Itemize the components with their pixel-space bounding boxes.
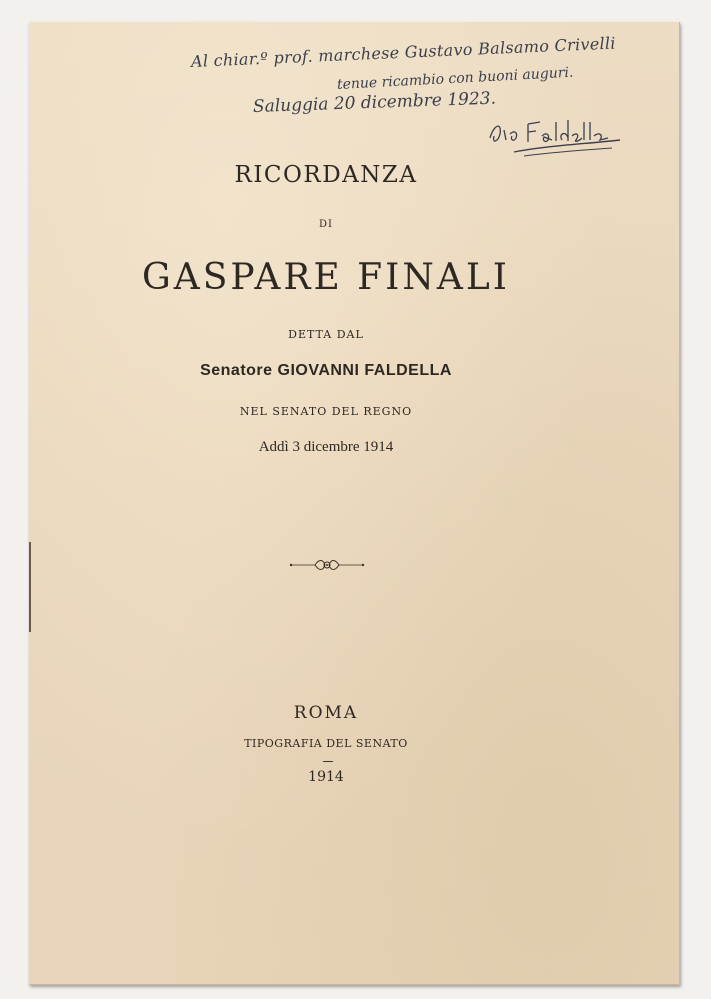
heading-di: DI (319, 219, 333, 230)
date-line: Addì 3 dicembre 1914 (258, 439, 394, 455)
imprint-printer: TIPOGRAFIA DEL SENATO (244, 737, 408, 750)
inscription-line-1: Al chiar.º prof. marchese Gustavo Balsamo Crivelli (190, 33, 617, 71)
inscription-line-2: tenue ricambio con buoni auguri. (336, 64, 574, 93)
heading-subject: GASPARE FINALI (142, 257, 510, 298)
heading-ricordanza: RICORDANZA (234, 162, 418, 188)
detta-dal-label: DETTA DAL (288, 328, 364, 341)
pamphlet-cover (29, 22, 680, 985)
imprint-divider (323, 761, 333, 762)
inscription-line-3: Saluggia 20 dicembre 1923. (252, 88, 497, 117)
author-line: Senatore GIOVANNI FALDELLA (200, 362, 452, 379)
venue-line: NEL SENATO DEL REGNO (239, 405, 413, 418)
handwritten-signature (484, 110, 624, 160)
imprint-year: 1914 (308, 769, 344, 785)
printer-ornament (287, 557, 367, 573)
staple-edge (29, 542, 31, 632)
imprint-city: ROMA (293, 703, 359, 723)
